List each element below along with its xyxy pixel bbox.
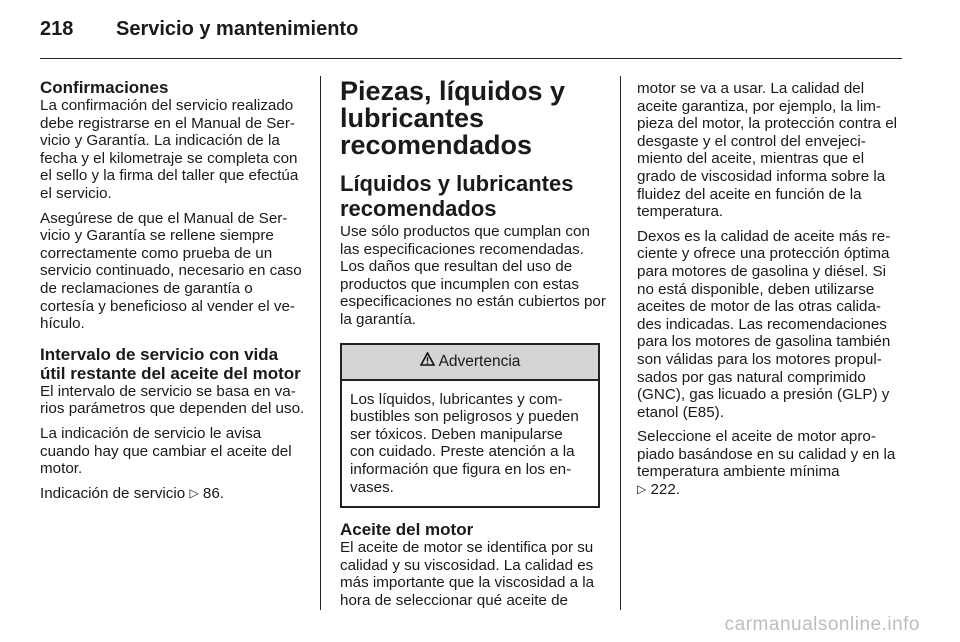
warning-header [342,345,598,381]
dexos-paragraph: Dexos es la calidad de aceite más re-ciente y ofrece una protección óptima para motores de gasolina y diésel. Si no está disponible, deben utilizarse aceites de motor de las otras calida-des indicadas. Las recomendaciones para los motores de gasolina también son válidas para los motores propul-sados por gas natural comprimido (GNC), gas licuado a presión (GLP) y etanol (E85). [637,227,891,421]
warning-box [340,343,600,509]
column-divider [320,76,321,610]
page-reference-link[interactable]: 222. [650,481,681,499]
column-2 [340,78,606,617]
service-indicator-reference [40,485,306,503]
oil-quality-paragraph: motor se va a usar. La calidad del aceite garantiza, por ejemplo, la lim-pieza del motor, la protección contra el desgaste y el control del envejeci-miento del aceite, mientras que el grado de viscosidad informa sobre la fluidez del aceite en función de la temperatura. [637,80,898,221]
page-reference-icon: ▷ [637,482,647,497]
header-rule [40,58,902,59]
engine-oil-heading: Aceite del motor [340,520,474,540]
column-divider [620,76,621,610]
select-oil-paragraph [637,428,903,498]
fluids-intro: Use sólo productos que cumplan con las especificaciones recomendadas. Los daños que resultan del uso de productos que incumplen con estas especificaciones no están cubiertos por la garantía. [340,223,606,328]
chapter-title: Piezas, líquidos y lubricantes recomendados [340,76,566,160]
warning-body [342,381,598,507]
confirmations-paragraph: La confirmación del servicio realizado debe registrarse en el Manual de Ser-vicio y Garantía. La indicación de la fecha y el kilometraje se completa con el sello y la firma del taller que efectúa el servicio. [40,97,299,202]
page-number: 218 [40,18,74,40]
confirmations-paragraph-2: Asegúrese de que el Manual de Ser-vicio y Garantía se rellene siempre correctamente como prueba de un servicio continuado, necesario en caso de reclamaciones de garantía o cortesía y beneficioso al vender el ve-hículo. [40,209,302,333]
column-1 [40,78,306,509]
column-3 [637,80,903,506]
engine-oil-paragraph: El aceite de motor se identifica por su calidad y su viscosidad. La calidad es más importante que la viscosidad a la hora de seleccionar qué aceite de [340,539,595,609]
service-interval-heading: Intervalo de servicio con vida útil restante del aceite del motor [40,344,301,383]
page-reference-icon: ▷ [189,485,199,500]
section-title: Servicio y mantenimiento [116,18,359,40]
warning-title: Advertencia [438,352,521,370]
warning-triangle-icon [420,352,435,371]
reference-text: Indicación de servicio [40,484,186,502]
service-interval-paragraph-2: La indicación de servicio le avisa cuando hay que cambiar el aceite del motor. [40,424,292,478]
confirmations-heading: Confirmaciones [40,78,169,97]
service-interval-paragraph: El intervalo de servicio se basa en va-rios parámetros que dependen del uso. [40,382,305,418]
warning-text: Los líquidos, lubricantes y com-bustibles son peligrosos y pueden ser tóxicos. Deben manipularse con cuidado. Preste atención a la información que figura en los en-vases. [350,390,579,496]
fluids-heading: Líquidos y lubricantes recomendados [340,171,574,221]
select-oil-text: Seleccione el aceite de motor apro-piado basándose en su calidad y en la temperatura ambiente mínima [637,428,896,481]
watermark: carmanualsonline.info [724,614,920,635]
page-reference-link[interactable]: 86. [202,484,225,502]
